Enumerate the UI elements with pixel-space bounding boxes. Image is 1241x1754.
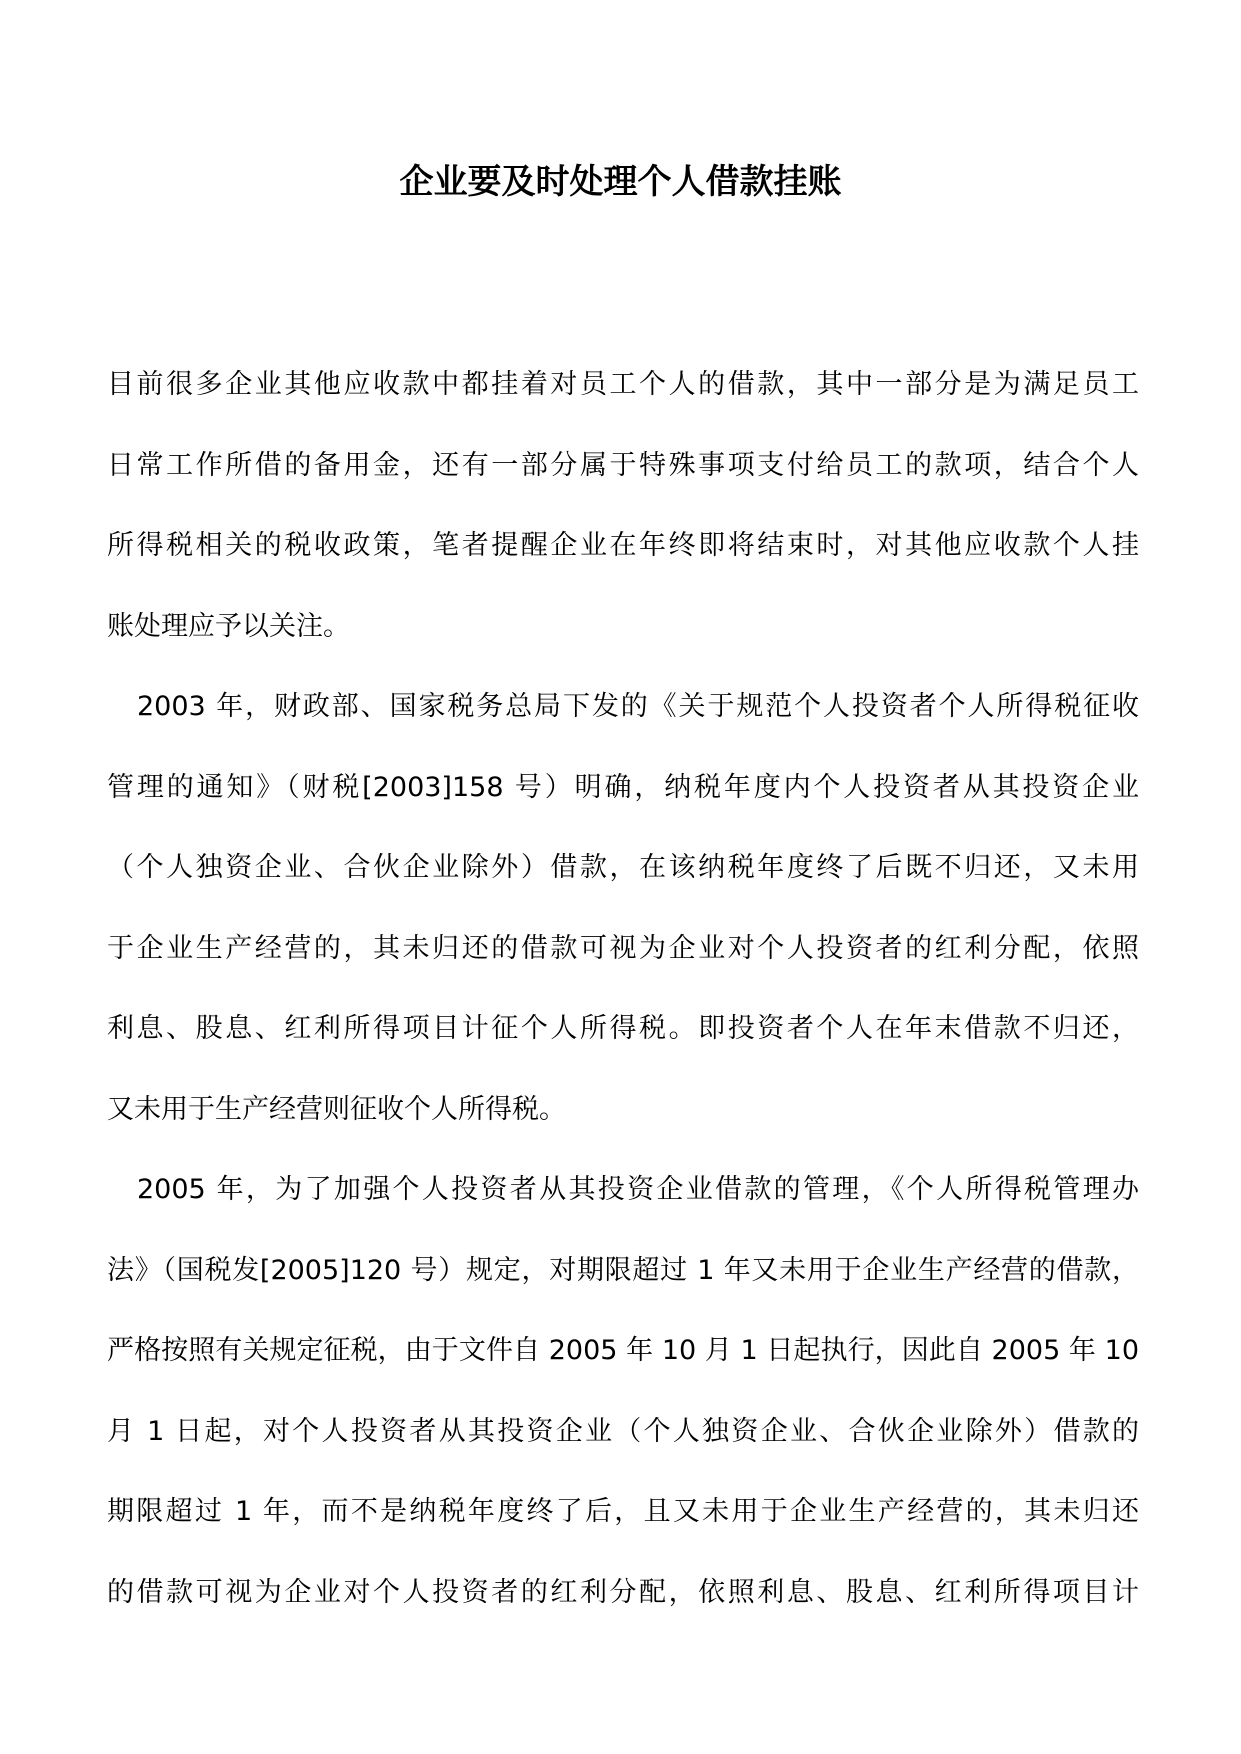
text-line: 法》（国税发[2005]120 号）规定，对期限超过 1 年又未用于企业生产经营的借款， xyxy=(107,1254,1139,1286)
text-line: 的借款可视为企业对个人投资者的红利分配，依照利息、股息、红利所得项目计 xyxy=(107,1576,1139,1608)
text-line: 2005 年，为了加强个人投资者从其投资企业借款的管理，《个人所得税管理办 xyxy=(137,1174,1139,1205)
paragraph-3 xyxy=(107,1150,1139,1633)
paragraph-1 xyxy=(107,345,1139,667)
text-line: 账处理应予以关注。 xyxy=(107,610,350,642)
text-line: 所得税相关的税收政策，笔者提醒企业在年终即将结束时，对其他应收款个人挂 xyxy=(107,530,1139,561)
text-line: 于企业生产经营的，其未归还的借款可视为企业对个人投资者的红利分配，依照 xyxy=(107,932,1139,964)
text-line: 2003 年，财政部、国家税务总局下发的《关于规范个人投资者个人所得税征收 xyxy=(137,691,1139,722)
text-line: 又未用于生产经营则征收个人所得税。 xyxy=(107,1093,566,1125)
paragraph-2 xyxy=(107,667,1139,1150)
text-line: （个人独资企业、合伙企业除外）借款，在该纳税年度终了后既不归还，又未用 xyxy=(107,852,1139,883)
text-line: 月 1 日起，对个人投资者从其投资企业（个人独资企业、合伙企业除外）借款的 xyxy=(107,1415,1139,1447)
text-line: 严格按照有关规定征税，由于文件自 2005 年 10 月 1 日起执行，因此自 2005 年 10 xyxy=(107,1335,1139,1366)
text-line: 日常工作所借的备用金，还有一部分属于特殊事项支付给员工的款项，结合个人 xyxy=(107,449,1139,481)
text-line: 利息、股息、红利所得项目计征个人所得税。即投资者个人在年末借款不归还， xyxy=(107,1013,1139,1044)
document-title: 企业要及时处理个人借款挂账 xyxy=(399,162,842,202)
text-line: 管理的通知》（财税[2003]158 号）明确，纳税年度内个人投资者从其投资企业 xyxy=(107,771,1139,803)
document-body xyxy=(107,345,1139,1633)
text-line: 目前很多企业其他应收款中都挂着对员工个人的借款，其中一部分是为满足员工 xyxy=(107,369,1139,400)
text-line: 期限超过 1 年，而不是纳税年度终了后，且又未用于企业生产经营的，其未归还 xyxy=(107,1496,1139,1527)
